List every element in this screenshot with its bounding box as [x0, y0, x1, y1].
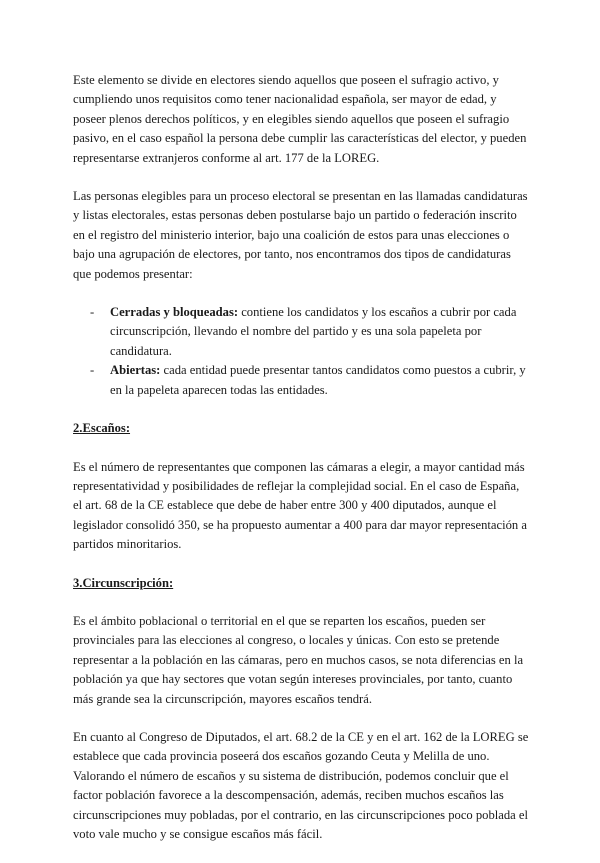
list-text: cada entidad puede presentar tantos candidatos como puestos a cubrir, y en la papeleta aparecen todas las entidades. [110, 363, 526, 397]
list-bullet: - [90, 363, 95, 378]
list-item-abiertas [73, 361, 531, 400]
paragraph-circunscripcion-2: En cuanto al Congreso de Diputados, el art. 68.2 de la CE y en el art. 162 de la LOREG se establece que cada provincia poseerá dos escaños gozando Ceuta y Melilla de uno. Valorando el número de escaños y su sistema de distribución, podemos concluir que el factor población favorece a la descompensación, además, reciben muchos escaños las circunscripciones muy pobladas, por el contrario, en las circunscripciones poco poblada el voto vale mucho y se consigue escaños más fácil. [73, 729, 529, 841]
paragraph-candidaturas: Las personas elegibles para un proceso electoral se presentan en las llamadas candidaturas y listas electorales, estas personas deben postularse bajo un partido o federación inscrito en el registro del ministerio interior, bajo una coalición de estos para unas elecciones o bajo una agrupación de electores, por tanto, nos encontramos dos tipos de candidaturas que podemos presentar: [73, 189, 528, 281]
candidaturas-list [73, 303, 531, 400]
list-term: Cerradas y bloqueadas: [110, 305, 239, 320]
paragraph-escanos: Es el número de representantes que componen las cámaras a elegir, a mayor cantidad más representatividad y posibilidades de reflejar la complejidad social. En el caso de España, el art. 68 de la CE establece que debe de haber entre 300 y 400 diputados, aunque el legislador consolidó 350, se ha propuesto aumentar a 400 para dar mayor representación a partidos minoritarios. [73, 459, 527, 552]
paragraph-electores: Este elemento se divide en electores siendo aquellos que poseen el sufragio activo, y cumpliendo unos requisitos como tener nacionalidad española, ser mayor de edad, y poseer plenos derechos políticos, y en elegibles siendo aquellos que poseen el sufragio pasivo, en el caso español la persona debe cumplir las características del elector, y pueden representarse extranjeros conforme al art. 177 de la LOREG. [73, 73, 527, 165]
list-term: Abiertas: [110, 363, 161, 378]
section-heading-circunscripcion: 3.Circunscripción: [73, 575, 174, 590]
list-text: contiene los candidatos y los escaños a cubrir por cada circunscripción, llevando el nombre del partido y es una sola papeleta por candidatura. [110, 305, 517, 358]
section-heading-escanos: 2.Escaños: [73, 421, 131, 436]
list-bullet: - [90, 305, 95, 320]
paragraph-circunscripcion-1: Es el ámbito poblacional o territorial en el que se reparten los escaños, pueden ser provinciales para las elecciones al congreso, o locales y únicas. Con esto se pretende representar a la población en las cámaras, pero en muchos casos, se nota diferencias en la población ya que hay sectores que votan según intereses provinciales, por tanto, cuanto más grande sea la circunscripción, mayores escaños tendrá. [73, 613, 524, 706]
document-body [73, 71, 531, 863]
list-item-cerradas [73, 303, 531, 361]
